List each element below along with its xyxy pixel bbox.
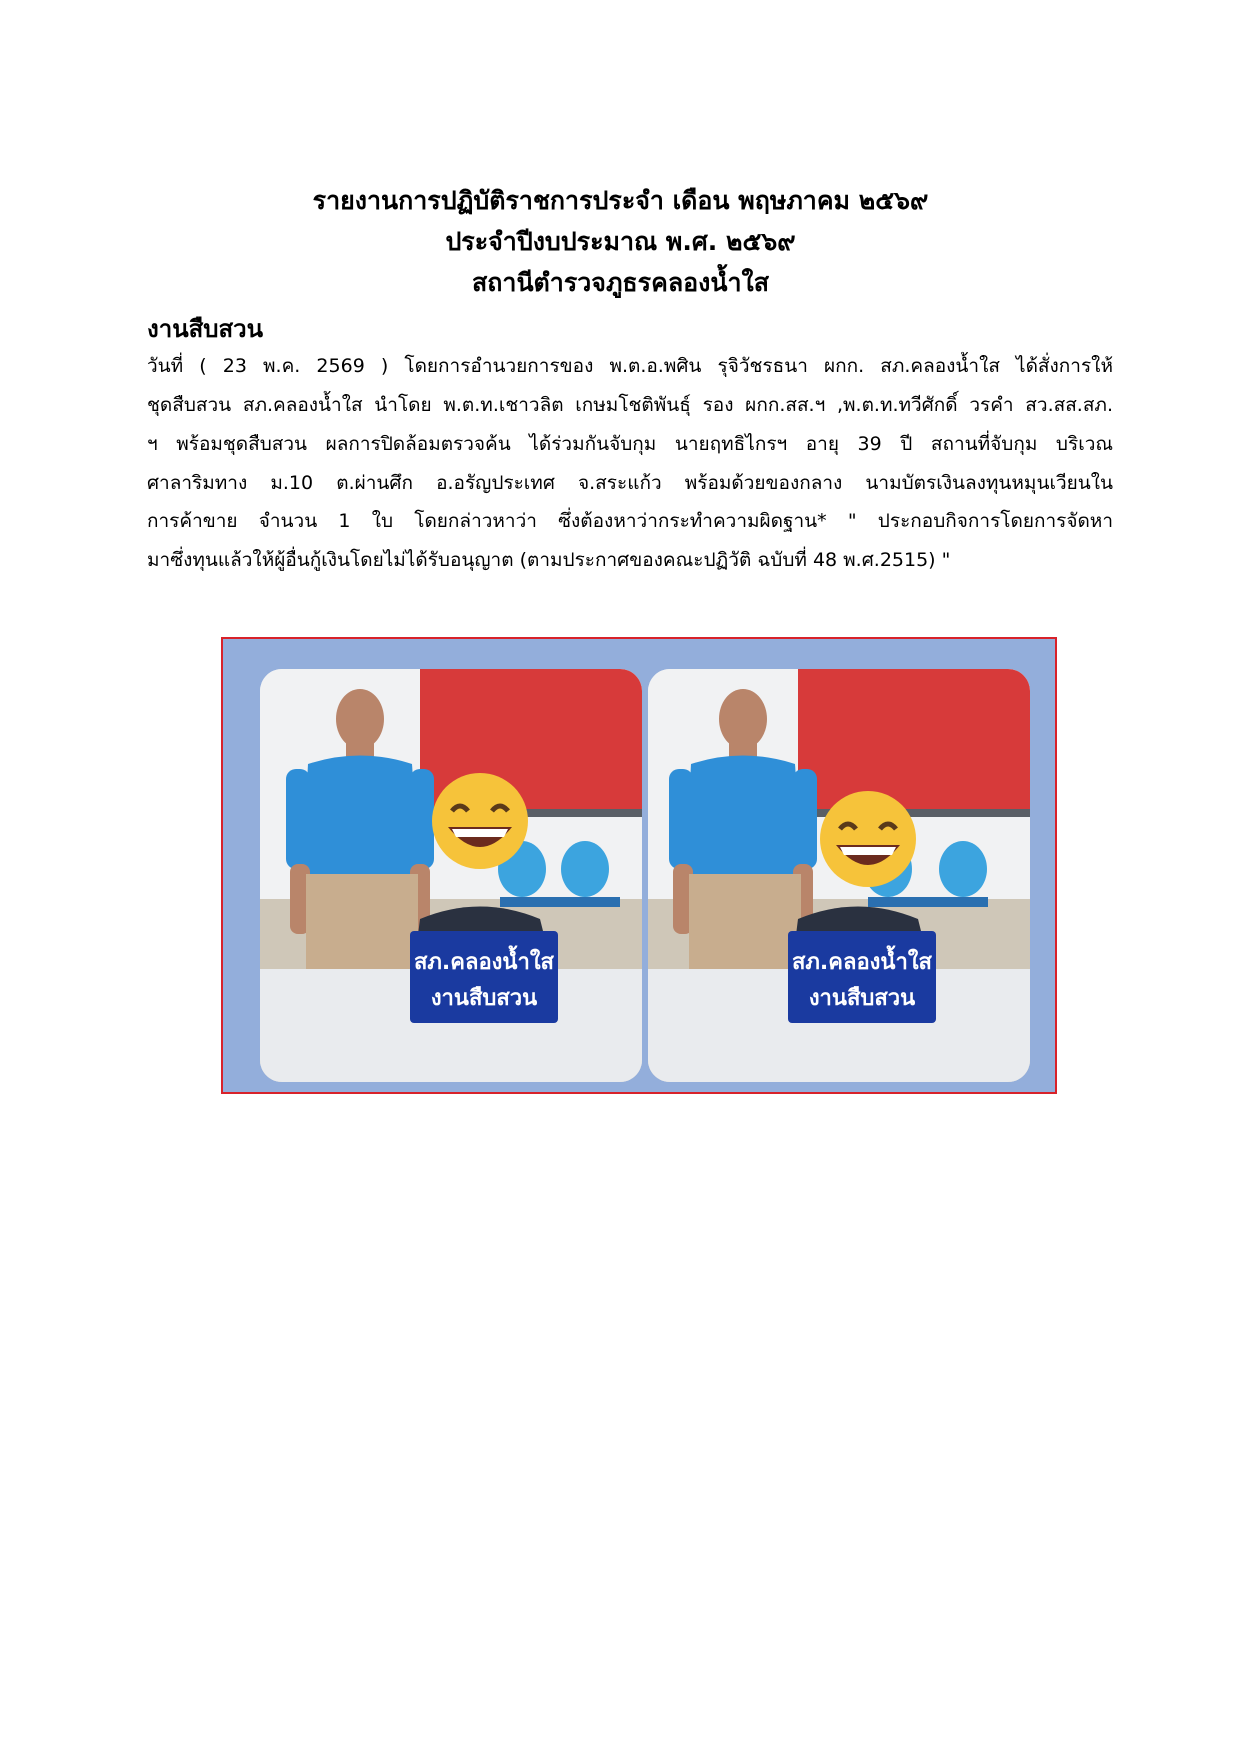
body-line: ชุดสืบสวน สภ.คลองน้ำใส นำโดย พ.ต.ท.เชาวลิต เกษมโชติพันธุ์ รอง ผกก.สส.ฯ ,พ.ต.ท.ทวีศักดิ์ วรคำ สว.สส.สภ. (147, 394, 1113, 416)
body-line: วันที่ ( 23 พ.ค. 2569 ) โดยการอำนวยการของ พ.ต.อ.พศิน รุจิวัชรธนา ผกก. สภ.คลองน้ำใส ได้สั่งการให้ (147, 355, 1113, 377)
arrest-photo-right (648, 669, 1030, 1082)
arrest-photo-frame (221, 637, 1057, 1094)
body-line: ฯ พร้อมชุดสืบสวน ผลการปิดล้อมตรวจค้น ได้ร่วมกันจับกุม นายฤทธิไกรฯ อายุ 39 ปี สถานที่จับกุม บริเวณ (147, 433, 1113, 455)
sign-text-line2: งานสืบสวน (430, 986, 538, 1011)
arrest-photo-left (260, 669, 642, 1082)
sign-text-line1: สภ.คลองน้ำใส (413, 950, 555, 975)
body-line: มาซึ่งทุนแล้วให้ผู้อื่นกู้เงินโดยไม่ได้รับอนุญาต (ตามประกาศของคณะปฏิวัติ ฉบับที่ 48 พ.ศ.2515) " (147, 549, 951, 571)
section-heading: งานสืบสวน (147, 315, 264, 343)
body-line: ศาลาริมทาง ม.10 ต.ผ่านศึก อ.อรัญประเทศ จ.สระแก้ว พร้อมด้วยของกลาง นามบัตรเงินลงทุนหมุนเวียนใน (147, 472, 1113, 494)
sign-text-line2: งานสืบสวน (808, 986, 916, 1011)
body-line: การค้าขาย จำนวน 1 ใบ โดยกล่าวหาว่า ซึ่งต้องหาว่ากระทำความผิดฐาน* " ประกอบกิจการโดยการจัดหา (147, 510, 1113, 532)
station-title: สถานีตำรวจภูธรคลองน้ำใส (472, 268, 769, 297)
fiscal-year-title: ประจำปีงบประมาณ พ.ศ. ๒๕๖๙ (445, 227, 796, 256)
sign-text-line1: สภ.คลองน้ำใส (791, 950, 933, 975)
report-title: รายงานการปฏิบัติราชการประจำ เดือน พฤษภาคม ๒๕๖๙ (312, 186, 929, 215)
